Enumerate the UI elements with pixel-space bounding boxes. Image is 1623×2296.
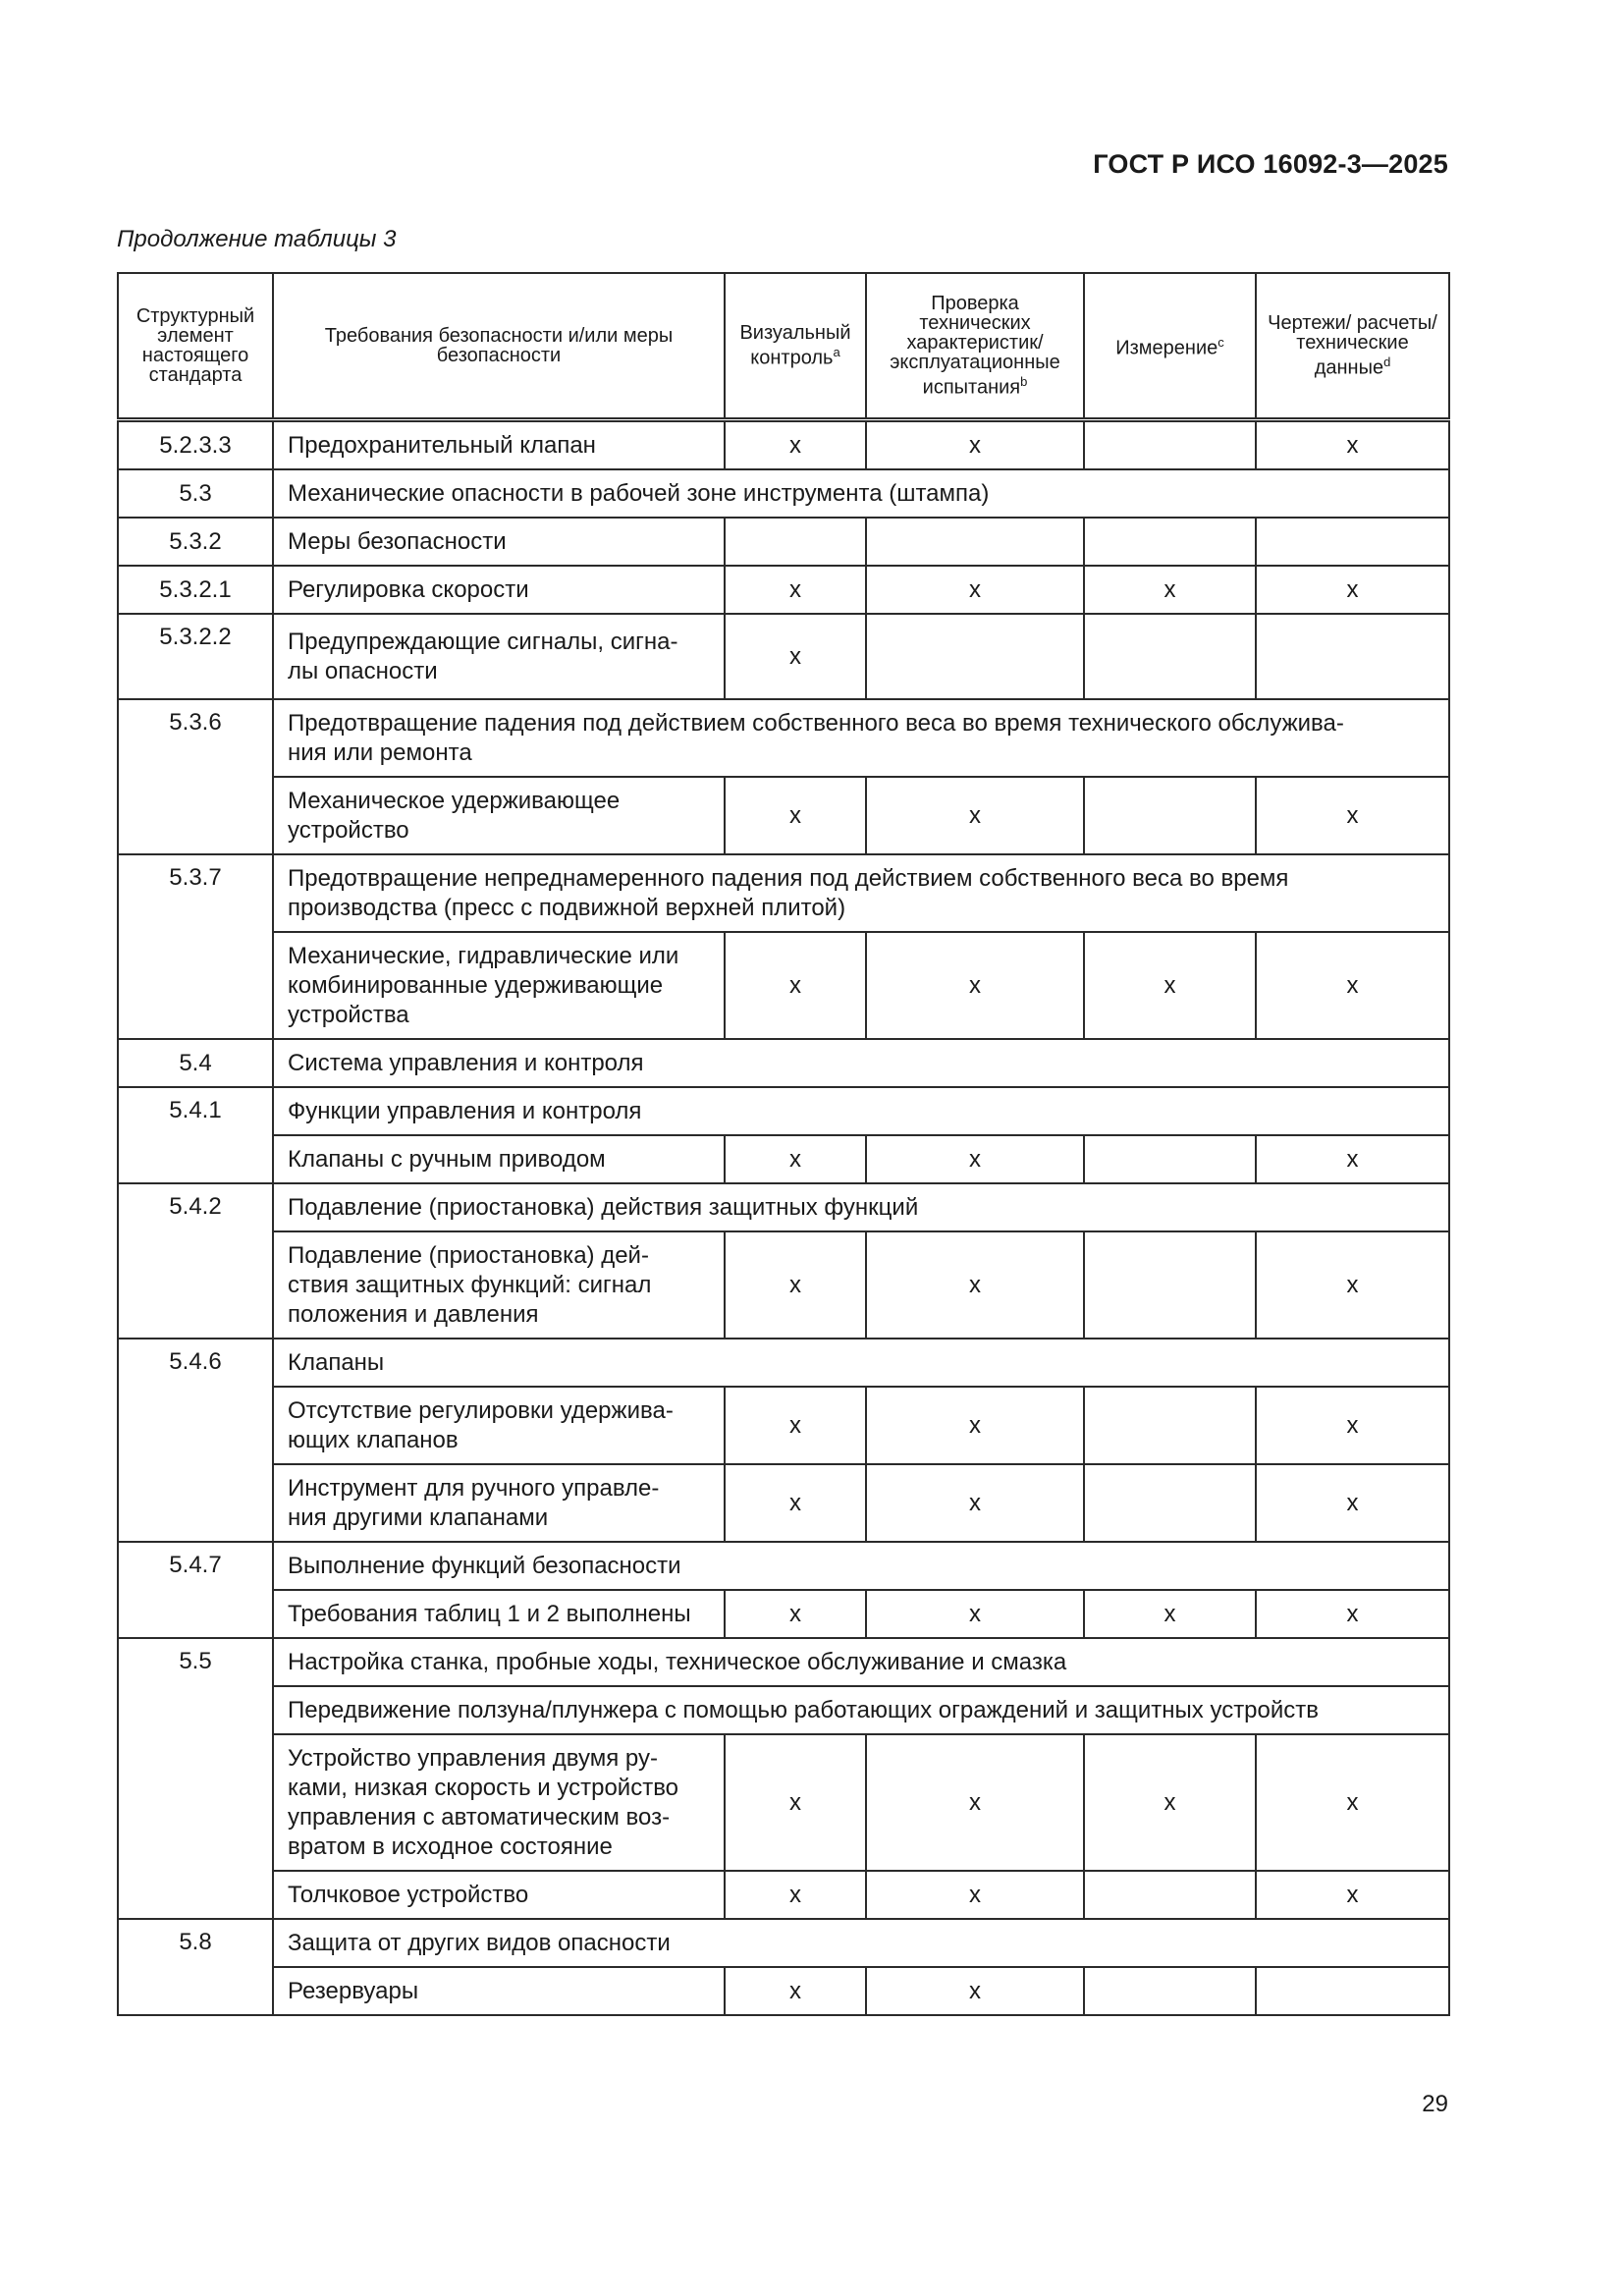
requirement-text: Выполнение функций безопасности (273, 1542, 1449, 1590)
table-row (118, 1967, 1449, 2015)
mark-drawings: x (1256, 932, 1449, 1039)
table-row (118, 1871, 1449, 1919)
mark-measurement: x (1084, 566, 1256, 614)
table-row (118, 1464, 1449, 1542)
mark-drawings: x (1256, 1387, 1449, 1464)
table-row (118, 1339, 1449, 1387)
clause-number: 5.4.2 (118, 1183, 273, 1339)
requirement-text: Механические, гидравлические или комбинированные удерживающие устройства (273, 932, 725, 1039)
table-row (118, 1686, 1449, 1734)
requirements-table (117, 272, 1450, 2016)
mark-drawings (1256, 518, 1449, 566)
table-header-row (118, 273, 1449, 420)
mark-drawings (1256, 614, 1449, 699)
requirement-text: Предохранительный клапан (273, 420, 725, 470)
table-row (118, 699, 1449, 777)
clause-number: 5.4.7 (118, 1542, 273, 1638)
mark-visual: x (725, 1387, 866, 1464)
mark-visual: x (725, 1734, 866, 1871)
requirement-text: Настройка станка, пробные ходы, техническое обслуживание и смазка (273, 1638, 1449, 1686)
mark-visual: x (725, 1464, 866, 1542)
col-header-testing: Проверка технических характеристик/ эксплуатационные испытания$^b$ (866, 273, 1084, 420)
mark-visual: x (725, 1871, 866, 1919)
requirement-text: Предотвращение падения под действием собственного веса во время технического обслужива- ния или ремонта (273, 699, 1449, 777)
table-row (118, 518, 1449, 566)
requirement-text: Устройство управления двумя ру- ками, низкая скорость и устройство управления с автоматическим воз- вратом в исходное состояние (273, 1734, 725, 1871)
mark-visual: x (725, 932, 866, 1039)
mark-drawings: x (1256, 1135, 1449, 1183)
clause-number: 5.4.1 (118, 1087, 273, 1183)
clause-number: 5.3.2.2 (118, 614, 273, 699)
mark-drawings: x (1256, 566, 1449, 614)
table-row (118, 1734, 1449, 1871)
mark-testing: x (866, 932, 1084, 1039)
mark-measurement (1084, 614, 1256, 699)
table-row (118, 1135, 1449, 1183)
requirement-text: Подавление (приостановка) дей- ствия защитных функций: сигнал положения и давления (273, 1231, 725, 1339)
page-number: 29 (1422, 2091, 1448, 2117)
mark-visual: x (725, 614, 866, 699)
requirement-text: Предупреждающие сигналы, сигна- лы опасности (273, 614, 725, 699)
mark-measurement (1084, 777, 1256, 854)
mark-measurement (1084, 1967, 1256, 2015)
mark-measurement: x (1084, 1734, 1256, 1871)
table-body (118, 420, 1449, 2016)
mark-testing: x (866, 1231, 1084, 1339)
col-header-drawings: Чертежи/ расчеты/ технические данные$^d$ (1256, 273, 1449, 420)
mark-measurement: x (1084, 1590, 1256, 1638)
clause-number: 5.4 (118, 1039, 273, 1087)
requirement-text: Клапаны с ручным приводом (273, 1135, 725, 1183)
table-row (118, 1542, 1449, 1590)
clause-number: 5.3.6 (118, 699, 273, 854)
clause-number: 5.3.2.1 (118, 566, 273, 614)
table-row (118, 566, 1449, 614)
table-row (118, 1387, 1449, 1464)
requirement-text: Предотвращение непреднамеренного падения под действием собственного веса во время производства (пресс с подвижной верхней плитой) (273, 854, 1449, 932)
mark-measurement (1084, 1387, 1256, 1464)
mark-measurement: x (1084, 932, 1256, 1039)
mark-measurement (1084, 1871, 1256, 1919)
table-row (118, 614, 1449, 699)
requirement-text: Механические опасности в рабочей зоне инструмента (штампа) (273, 469, 1449, 518)
mark-visual: x (725, 777, 866, 854)
mark-visual: x (725, 1590, 866, 1638)
table-row (118, 854, 1449, 932)
mark-measurement (1084, 420, 1256, 470)
mark-measurement (1084, 1464, 1256, 1542)
mark-testing: x (866, 420, 1084, 470)
table-row (118, 1039, 1449, 1087)
mark-drawings: x (1256, 1231, 1449, 1339)
mark-visual: x (725, 1967, 866, 2015)
table-row (118, 777, 1449, 854)
mark-measurement (1084, 1231, 1256, 1339)
col-header-clause: Структурный элемент настоящего стандарта (118, 273, 273, 420)
mark-testing: x (866, 1734, 1084, 1871)
col-header-requirements: Требования безопасности и/или меры безопасности (273, 273, 725, 420)
table-row (118, 932, 1449, 1039)
mark-drawings: x (1256, 1871, 1449, 1919)
mark-testing: x (866, 1871, 1084, 1919)
mark-visual: x (725, 420, 866, 470)
requirement-text: Подавление (приостановка) действия защитных функций (273, 1183, 1449, 1231)
requirement-text: Отсутствие регулировки удержива- ющих клапанов (273, 1387, 725, 1464)
clause-number: 5.3.2 (118, 518, 273, 566)
table-row (118, 1638, 1449, 1686)
table-row (118, 420, 1449, 470)
requirement-text: Требования таблиц 1 и 2 выполнены (273, 1590, 725, 1638)
mark-measurement (1084, 1135, 1256, 1183)
mark-drawings: x (1256, 1590, 1449, 1638)
clause-number: 5.8 (118, 1919, 273, 2015)
col-header-visual: Визуальный контроль$^a$ (725, 273, 866, 420)
mark-visual: x (725, 1135, 866, 1183)
requirement-text: Функции управления и контроля (273, 1087, 1449, 1135)
table-row (118, 1087, 1449, 1135)
requirement-text: Передвижение ползуна/плунжера с помощью работающих ограждений и защитных устройств (273, 1686, 1449, 1734)
requirement-text: Система управления и контроля (273, 1039, 1449, 1087)
clause-number: 5.3 (118, 469, 273, 518)
mark-testing: x (866, 1967, 1084, 2015)
mark-drawings: x (1256, 777, 1449, 854)
mark-testing: x (866, 1590, 1084, 1638)
mark-testing: x (866, 1464, 1084, 1542)
table-row (118, 469, 1449, 518)
table-row (118, 1590, 1449, 1638)
mark-drawings (1256, 1967, 1449, 2015)
mark-visual (725, 518, 866, 566)
clause-number: 5.3.7 (118, 854, 273, 1039)
mark-measurement (1084, 518, 1256, 566)
mark-drawings: x (1256, 1734, 1449, 1871)
mark-testing (866, 614, 1084, 699)
requirement-text: Меры безопасности (273, 518, 725, 566)
mark-testing (866, 518, 1084, 566)
requirement-text: Толчковое устройство (273, 1871, 725, 1919)
mark-visual: x (725, 1231, 866, 1339)
document-code: ГОСТ Р ИСО 16092-3—2025 (1093, 149, 1448, 179)
mark-testing: x (866, 1387, 1084, 1464)
table-row (118, 1231, 1449, 1339)
mark-testing: x (866, 777, 1084, 854)
mark-visual: x (725, 566, 866, 614)
col-header-measurement: Измерение$^c$ (1084, 273, 1256, 420)
requirement-text: Защита от других видов опасности (273, 1919, 1449, 1967)
table-caption: Продолжение таблицы 3 (117, 226, 397, 252)
requirement-text: Резервуары (273, 1967, 725, 2015)
mark-drawings: x (1256, 420, 1449, 470)
requirement-text: Механическое удерживающее устройство (273, 777, 725, 854)
clause-number: 5.5 (118, 1638, 273, 1919)
requirement-text: Регулировка скорости (273, 566, 725, 614)
table-row (118, 1919, 1449, 1967)
clause-number: 5.4.6 (118, 1339, 273, 1542)
clause-number: 5.2.3.3 (118, 420, 273, 470)
mark-drawings: x (1256, 1464, 1449, 1542)
mark-testing: x (866, 566, 1084, 614)
requirement-text: Инструмент для ручного управле- ния другими клапанами (273, 1464, 725, 1542)
requirement-text: Клапаны (273, 1339, 1449, 1387)
table-row (118, 1183, 1449, 1231)
mark-testing: x (866, 1135, 1084, 1183)
